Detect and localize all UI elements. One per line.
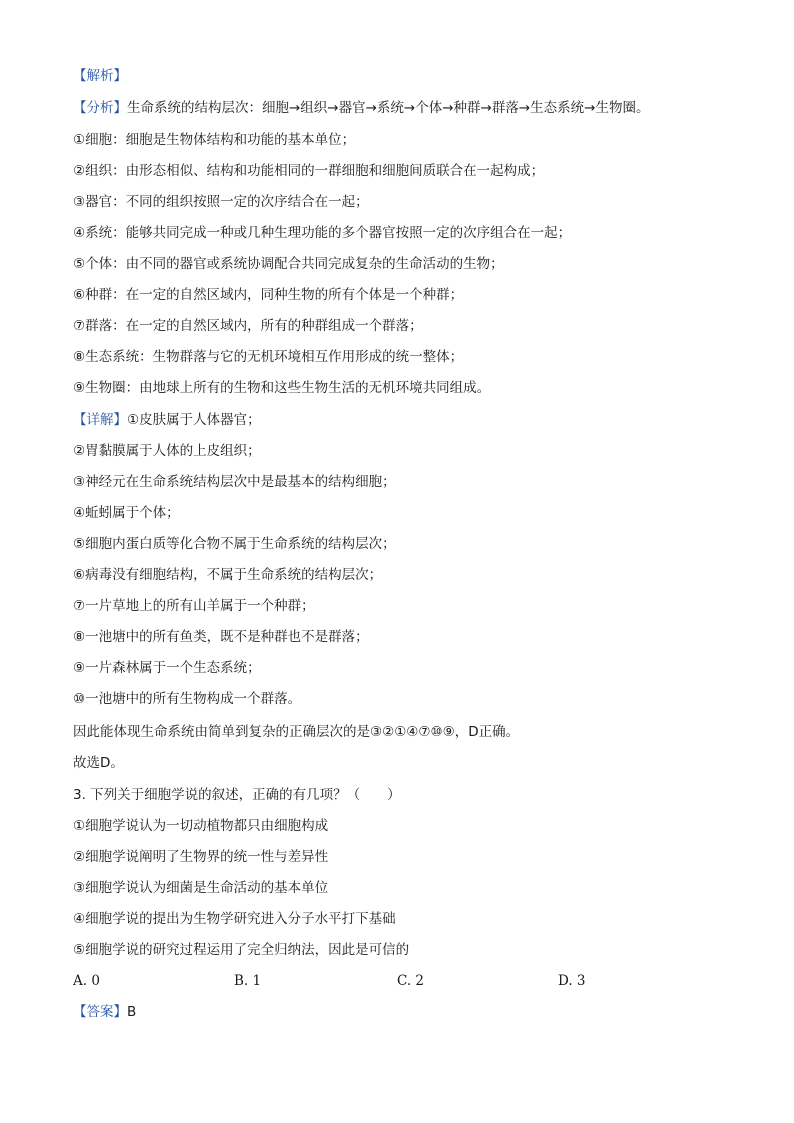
analysis-item: ⑦群落：在一定的自然区域内，所有的种群组成一个群落； [73,318,423,334]
analysis-intro [73,99,650,117]
analysis-item: ③器官：不同的组织按照一定的次序结合在一起； [73,194,369,210]
analysis-item: ⑨生物圈：由地球上所有的生物和这些生物生活的无机环境共同组成。 [73,380,491,396]
answer-value: B [127,1004,137,1020]
analysis-text: 生命系统的结构层次：细胞→组织→器官→系统→个体→种群→群落→生态系统→生物圈。 [127,100,650,116]
detail-first-item: ①皮肤属于人体器官； [127,412,261,428]
detail-item: ③神经元在生命系统结构层次中是最基本的结构细胞； [73,474,396,490]
question-statement: ②细胞学说阐明了生物界的统一性与差异性 [73,849,329,865]
analysis-item: ⑤个体：由不同的器官或系统协调配合共同完成复杂的生命活动的生物； [73,256,504,272]
detail-item: ⑤细胞内蛋白质等化合物不属于生命系统的结构层次； [73,536,396,552]
answer-tag: 【答案】 [73,1004,127,1020]
question-stem: 3. 下列关于细胞学说的叙述，正确的有几项？（ ） [73,787,401,803]
option-b: B. 1 [234,973,262,989]
detail-item: ⑩一池塘中的所有生物构成一个群落。 [73,691,302,707]
question-statement: ①细胞学说认为一切动植物都只由细胞构成 [73,818,329,834]
analysis-header: 【解析】 [73,68,127,84]
analysis-item: ⑧生态系统：生物群落与它的无机环境相互作用形成的统一整体； [73,349,464,365]
detail-intro [73,411,261,429]
detail-tag: 【详解】 [73,412,127,428]
answer-options [0,972,794,990]
detail-item: ⑥病毒没有细胞结构，不属于生命系统的结构层次； [73,567,383,583]
analysis-item: ⑥种群：在一定的自然区域内，同种生物的所有个体是一个种群； [73,287,464,303]
option-d: D. 3 [558,973,586,989]
detail-choice: 故选D。 [73,755,124,771]
option-c: C. 2 [397,973,425,989]
detail-item: ⑨一片森林属于一个生态系统； [73,660,261,676]
question-statement: ⑤细胞学说的研究过程运用了完全归纳法，因此是可信的 [73,942,410,958]
analysis-item: ①细胞：细胞是生物体结构和功能的基本单位； [73,132,356,148]
question-statement: ④细胞学说的提出为生物学研究进入分子水平打下基础 [73,911,396,927]
detail-item: ⑧一池塘中的所有鱼类，既不是种群也不是群落； [73,629,369,645]
detail-item: ②胃黏膜属于人体的上皮组织； [73,443,261,459]
analysis-tag: 【分析】 [73,100,127,116]
detail-conclusion: 因此能体现生命系统由简单到复杂的正确层次的是③②①④⑦⑩⑨，D正确。 [73,724,520,740]
analysis-item: ②组织：由形态相似、结构和功能相同的一群细胞和细胞间质联合在一起构成； [73,163,545,179]
detail-item: ④蚯蚓属于个体； [73,505,180,521]
detail-item: ⑦一片草地上的所有山羊属于一个种群； [73,598,315,614]
answer-line [73,1003,136,1021]
question-statement: ③细胞学说认为细菌是生命活动的基本单位 [73,880,329,896]
option-a: A. 0 [73,973,100,989]
analysis-item: ④系统：能够共同完成一种或几种生理功能的多个器官按照一定的次序组合在一起； [73,225,572,241]
